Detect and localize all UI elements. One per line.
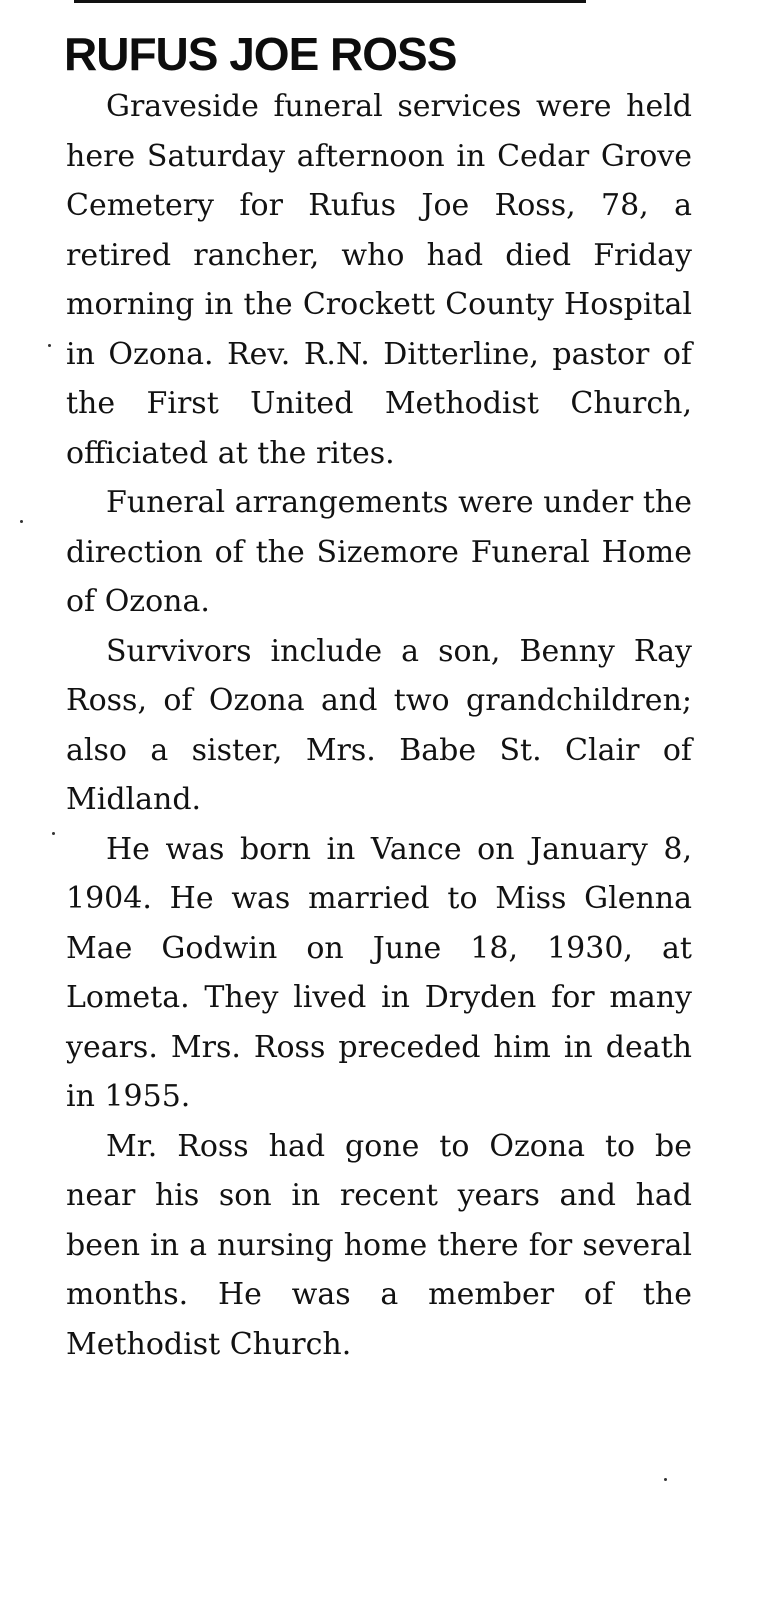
paragraph-arrangements: Funeral arrangements were under the direction of the Sizemore Funeral Home of Ozona. <box>66 485 692 619</box>
obituary-body <box>66 82 692 1369</box>
print-speck <box>20 520 23 523</box>
print-speck <box>48 344 51 347</box>
print-speck <box>664 1478 667 1481</box>
column-rule <box>74 0 586 3</box>
paragraph-biography: He was born in Vance on January 8, 1904. He was married to Miss Glenna Mae Godwin on June 18, 1930, at Lometa. They lived in Dryden for many years. Mrs. Ross preceded him in death in 1955. <box>66 831 692 1114</box>
paragraph-survivors: Survivors include a son, Benny Ray Ross, of Ozona and two grandchildren; also a sister, Mrs. Babe St. Clair of Midland. <box>66 633 692 817</box>
paragraph-services: Graveside funeral services were held here Saturday afternoon in Cedar Grove Cemetery for Rufus Joe Ross, 78, a retired rancher, who had died Friday morning in the Crockett County Hospital in Ozona. Rev. R.N. Ditterline, pastor of the First United Methodist Church, officiated at the rites. <box>66 89 692 471</box>
obituary-headline: RUFUS JOE ROSS <box>64 28 457 80</box>
print-speck <box>52 832 55 835</box>
paragraph-later-life: Mr. Ross had gone to Ozona to be near his son in recent years and had been in a nursing home there for several months. He was a member of the Methodist Church. <box>66 1128 692 1362</box>
